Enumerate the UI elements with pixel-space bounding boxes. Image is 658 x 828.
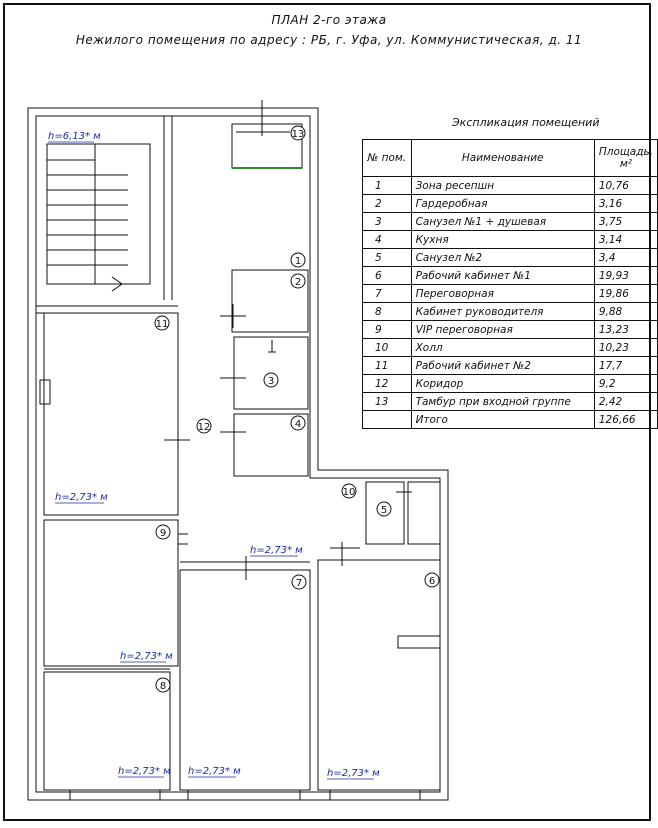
room-number-4: 4 <box>294 419 302 430</box>
table-row <box>363 375 658 393</box>
room-number-12: 12 <box>197 422 211 433</box>
height-label-stair: h=6,13* м <box>48 131 101 142</box>
stair-well <box>47 144 150 284</box>
cell-name: Коридор <box>411 375 594 393</box>
cell-name: Зона ресепшн <box>411 177 594 195</box>
room-number-10: 10 <box>342 487 356 498</box>
plan-title: ПЛАН 2-го этажа <box>271 13 387 27</box>
cell-name: Гардеробная <box>411 195 594 213</box>
height-label-room-9: h=2,73* м <box>120 651 173 662</box>
table-row <box>363 303 658 321</box>
cell-name: Итого <box>411 411 594 429</box>
cell-name: Санузел №1 + душевая <box>411 213 594 231</box>
room-number-3: 3 <box>267 376 275 387</box>
header-name: Наименование <box>411 140 594 177</box>
room-9-walls <box>44 520 178 666</box>
cell-num: 13 <box>363 393 412 411</box>
cell-area: 3,14 <box>594 231 657 249</box>
header-area: Площадь, м² <box>594 140 657 177</box>
cell-num: 9 <box>363 321 412 339</box>
cell-area: 9,2 <box>594 375 657 393</box>
cell-name: Санузел №2 <box>411 249 594 267</box>
table-row <box>363 267 658 285</box>
table-row <box>363 339 658 357</box>
cell-name: Рабочий кабинет №1 <box>411 267 594 285</box>
cell-area: 13,23 <box>594 321 657 339</box>
room-number-13: 13 <box>291 129 305 140</box>
cell-num: 3 <box>363 213 412 231</box>
table-row <box>363 177 658 195</box>
room-number-1: 1 <box>294 256 302 267</box>
height-label-room-8: h=2,73* м <box>118 766 171 777</box>
cell-num: 6 <box>363 267 412 285</box>
plan-subtitle: Нежилого помещения по адресу : РБ, г. Уфа, ул. Коммунистическая, д. 11 <box>75 33 583 47</box>
cell-name: Кабинет руководителя <box>411 303 594 321</box>
cell-name: VIP переговорная <box>411 321 594 339</box>
room-6-walls <box>318 560 440 790</box>
cell-area: 17,7 <box>594 357 657 375</box>
table-row <box>363 195 658 213</box>
room-number-8: 8 <box>159 681 167 692</box>
explication-title: Экспликация помещений <box>452 116 600 129</box>
room-number-2: 2 <box>294 277 302 288</box>
cell-area: 2,42 <box>594 393 657 411</box>
table-row <box>363 357 658 375</box>
room-11-walls <box>44 313 178 515</box>
cell-num: 11 <box>363 357 412 375</box>
table-row <box>363 231 658 249</box>
cell-num: 12 <box>363 375 412 393</box>
cell-num: 5 <box>363 249 412 267</box>
cell-area: 9,88 <box>594 303 657 321</box>
explication-table <box>362 139 658 429</box>
cell-num: 8 <box>363 303 412 321</box>
cell-area: 10,76 <box>594 177 657 195</box>
cell-area: 3,4 <box>594 249 657 267</box>
cell-num: 2 <box>363 195 412 213</box>
header-num: № пом. <box>363 140 412 177</box>
cell-num: 1 <box>363 177 412 195</box>
room-number-7: 7 <box>295 578 303 589</box>
height-label-room-11: h=2,73* м <box>55 492 108 503</box>
height-label-hall: h=2,73* м <box>250 545 303 556</box>
room-number-9: 9 <box>159 528 167 539</box>
cell-num: 10 <box>363 339 412 357</box>
table-row <box>363 393 658 411</box>
table-row <box>363 321 658 339</box>
table-row <box>363 213 658 231</box>
table-row <box>363 411 658 429</box>
cell-area: 19,93 <box>594 267 657 285</box>
room-number-5: 5 <box>380 505 388 516</box>
room-number-11: 11 <box>155 319 169 330</box>
cell-area: 3,16 <box>594 195 657 213</box>
room-7-walls <box>180 570 310 790</box>
cell-area: 10,23 <box>594 339 657 357</box>
table-row <box>363 285 658 303</box>
room-number-6: 6 <box>428 576 436 587</box>
height-label-room-6: h=2,73* м <box>327 768 380 779</box>
table-row <box>363 249 658 267</box>
cell-num: 4 <box>363 231 412 249</box>
cell-name: Переговорная <box>411 285 594 303</box>
cell-area: 3,75 <box>594 213 657 231</box>
cell-name: Рабочий кабинет №2 <box>411 357 594 375</box>
cell-num: 7 <box>363 285 412 303</box>
cell-name: Кухня <box>411 231 594 249</box>
cell-area: 19,86 <box>594 285 657 303</box>
stair-steps <box>47 144 128 291</box>
cell-num <box>363 411 412 429</box>
height-label-room-7: h=2,73* м <box>188 766 241 777</box>
cell-area: 126,66 <box>594 411 657 429</box>
cell-name: Тамбур при входной группе <box>411 393 594 411</box>
cell-name: Холл <box>411 339 594 357</box>
